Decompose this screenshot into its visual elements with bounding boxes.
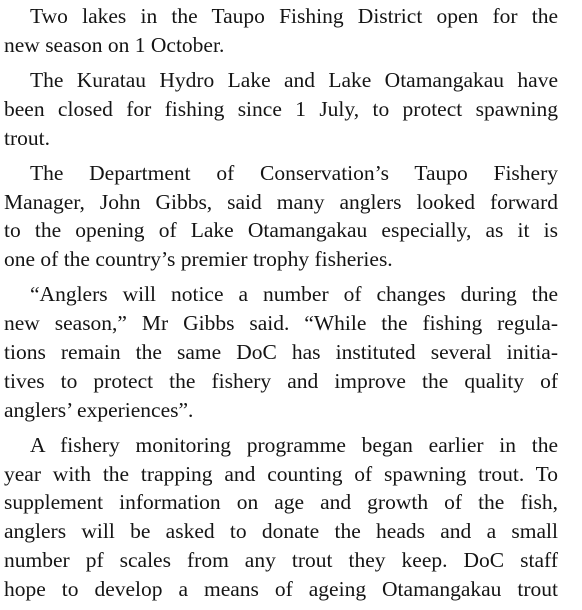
text-line: Manager, John Gibbs, said many anglers looked forward [4,189,558,214]
text-line: supplement information on age and growth of the fish, [4,490,558,515]
text-line: The Kuratau Hydro Lake and Lake Otamangakau have [30,67,558,92]
text-line: new season on 1 October. [4,32,225,57]
text-line: number pf scales from any trout they keep. DoC staff [4,547,558,572]
text-line: to the opening of Lake Otamangakau especially, as it is [4,218,558,243]
text-line: tions remain the same DoC has instituted several initia- [4,339,558,364]
paragraph-3 [4,159,558,274]
text-line: new season,” Mr Gibbs said. “While the fishing regula- [4,311,558,336]
text-line: trout. [4,125,50,150]
text-line: “Anglers will notice a number of changes during the [30,282,558,307]
text-line: Two lakes in the Taupo Fishing District open for the [30,4,558,28]
text-line: been closed for fishing since 1 July, to protect spawning [4,96,558,121]
text-line: one of the country’s premier trophy fisheries. [4,247,393,272]
text-line: anglers’ experiences”. [4,397,194,422]
text-line: A fishery monitoring programme began earlier in the [30,432,558,457]
article-column [4,2,558,610]
text-line: The Department of Conservation’s Taupo Fishery [30,160,558,185]
text-line: year with the trapping and counting of spawning trout. To [4,461,558,486]
paragraph-2 [4,66,558,152]
text-line: tives to protect the fishery and improve the quality of [4,368,558,393]
text-line: hope to develop a means of ageing Otamangakau trout [4,576,558,601]
text-line: anglers will be asked to donate the heads and a small [4,519,558,544]
paragraph-5 [4,431,558,604]
paragraph-1 [4,2,558,60]
paragraph-4 [4,280,558,424]
